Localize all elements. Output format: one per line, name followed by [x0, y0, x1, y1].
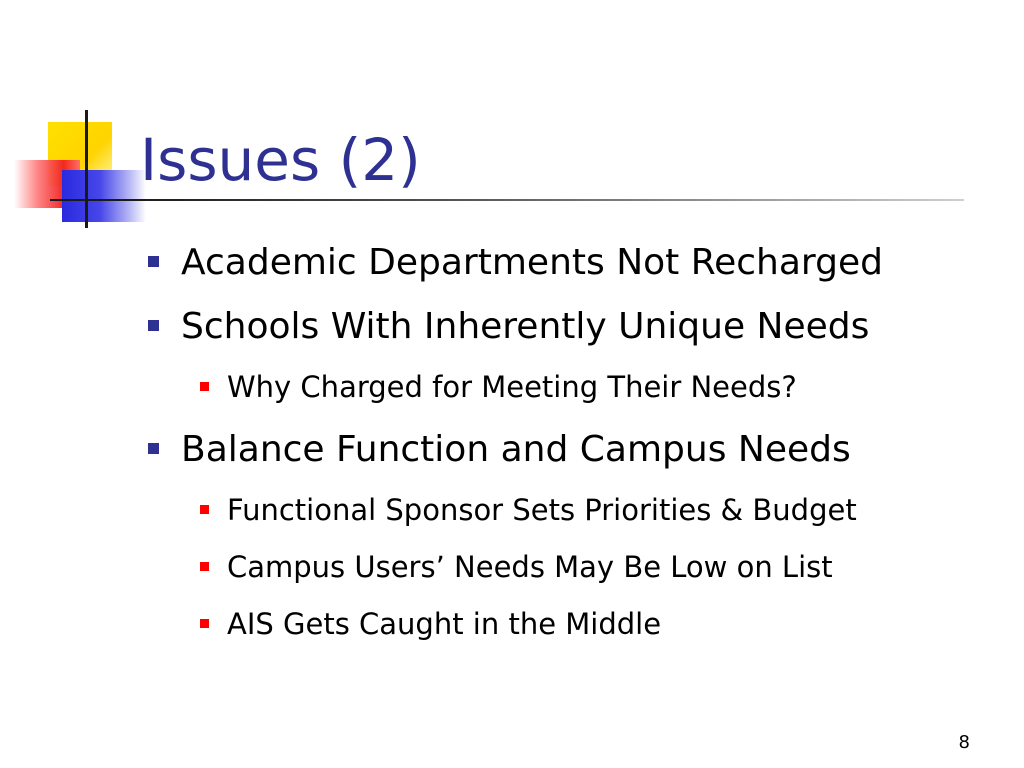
slide-title: Issues (2)	[140, 126, 421, 194]
bullet-item	[181, 302, 869, 352]
square-bullet-icon	[200, 619, 209, 628]
square-bullet-icon	[200, 562, 209, 571]
sub-bullet-text: Why Charged for Meeting Their Needs?	[227, 370, 797, 404]
sub-bullet-item	[227, 604, 661, 644]
square-bullet-icon	[148, 320, 159, 331]
square-bullet-icon	[200, 382, 209, 391]
sub-bullet-item	[227, 547, 833, 587]
sub-bullet-item	[227, 367, 797, 407]
sub-bullet-text: AIS Gets Caught in the Middle	[227, 607, 662, 641]
square-bullet-icon	[148, 443, 159, 454]
sub-bullet-text: Campus Users’ Needs May Be Low on List	[227, 550, 833, 584]
page-number: 8	[958, 732, 970, 753]
bullet-text: Balance Function and Campus Needs	[181, 429, 851, 470]
bullet-text: Academic Departments Not Recharged	[181, 242, 883, 283]
sub-bullet-text: Functional Sponsor Sets Priorities & Budget	[227, 493, 857, 527]
square-bullet-icon	[200, 505, 209, 514]
bullet-item	[181, 425, 851, 475]
bullet-item	[181, 238, 883, 288]
sub-bullet-item	[227, 490, 857, 530]
bullet-text: Schools With Inherently Unique Needs	[181, 306, 870, 347]
square-bullet-icon	[148, 256, 159, 267]
